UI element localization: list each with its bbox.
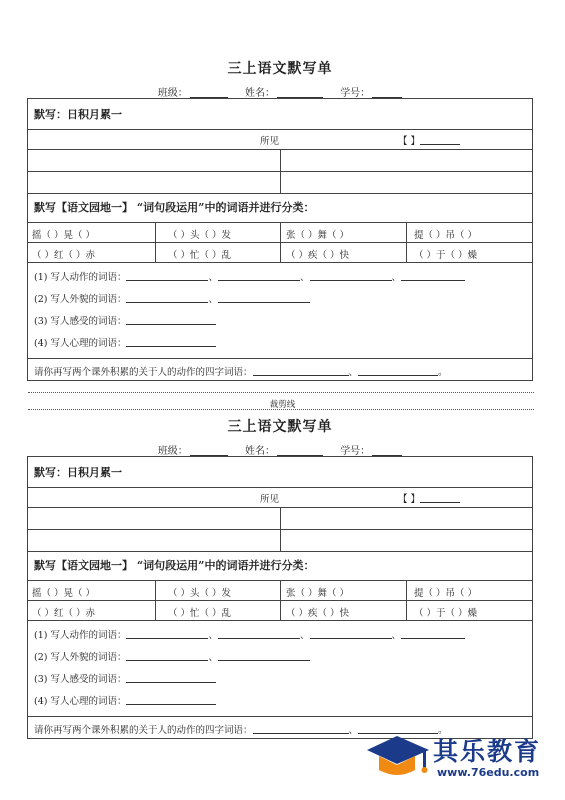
section-word-classification [27,192,533,381]
item-feeling-words: (3) 写人感受的词语： [34,671,216,685]
item-action-words: (1) 写人动作的词语： 、 、 、 [34,627,465,641]
cut-line-label: 裁剪线 [269,400,296,410]
word-cell: 张（ ）舞（ ） [286,230,350,241]
answer-blank[interactable] [126,302,208,303]
answer-blank[interactable] [126,704,216,705]
section-daily-accumulation [27,456,533,552]
cell-divider [406,601,407,621]
word-cell: （ ）于（ ）燥 [414,608,478,619]
cell-divider [406,223,407,243]
poem-title: 所见 [260,494,280,505]
author-blank[interactable] [420,502,460,503]
poem-line-row [28,171,532,194]
cell-divider [280,243,281,263]
section-header: 默写【语文园地一】 “词句段运用”中的词语并进行分类： [34,559,315,572]
name-label: 姓名： [245,88,275,99]
answer-blank[interactable] [126,346,216,347]
answer-blank[interactable] [218,302,310,303]
answer-blank[interactable] [401,280,465,281]
word-row [28,242,532,263]
word-cell: 张（ ）舞（ ） [286,588,350,599]
word-cell: （ ）忙（ ）乱 [168,250,232,261]
author-bracket: 【 】 [398,491,460,505]
poem-line-row [28,149,532,172]
word-cell: （ ）头（ ）发 [168,588,232,599]
watermark-brand: 其乐教育 [433,737,542,766]
item-action-words: (1) 写人动作的词语： 、 、 、 [34,269,465,283]
cell-divider [406,581,407,601]
poem-divider [280,530,281,552]
worksheet-title: 三上语文默写单 [227,419,333,435]
word-cell: （ ）头（ ）发 [168,230,232,241]
answer-blank[interactable] [253,375,349,376]
answer-blank[interactable] [218,280,300,281]
word-cell: （ ）红（ ）赤 [32,608,96,619]
answer-blank[interactable] [126,280,208,281]
cell-divider [155,243,156,263]
cell-divider [280,581,281,601]
classification-area [28,262,532,359]
graduation-cap-icon [363,728,435,786]
poem-title: 所见 [260,136,280,147]
author-blank[interactable] [420,144,460,145]
word-cell: （ ）疾（ ）快 [286,608,350,619]
author-bracket: 【 】 [398,133,460,147]
class-label: 班级： [157,88,188,99]
student-info-line [27,84,533,99]
answer-blank[interactable] [401,638,465,639]
section-word-classification [27,550,533,739]
worksheet-title: 三上语文默写单 [227,61,333,77]
watermark-url: www.76edu.com [437,766,540,779]
name-label: 姓名： [245,446,275,457]
item-appearance-words: (2) 写人外貌的词语： 、 [34,291,310,305]
answer-blank[interactable] [310,280,392,281]
word-cell: （ ）忙（ ）乱 [168,608,232,619]
answer-blank[interactable] [358,375,438,376]
word-row [28,222,532,243]
cell-divider [406,243,407,263]
answer-blank[interactable] [126,660,208,661]
poem-line-row [28,507,532,530]
extra-words-row [28,358,532,381]
cell-divider [155,601,156,621]
poem-divider [280,508,281,530]
student-id-label: 学号： [340,88,371,99]
cell-divider [280,601,281,621]
answer-blank[interactable] [253,733,349,734]
poem-divider [280,150,281,172]
section-header: 默写【语文园地一】 “词句段运用”中的词语并进行分类： [34,201,315,214]
section-header: 默写：日积月累一 [34,108,122,121]
extra-words-prompt: 请你再写两个课外积累的关于人的动作的四字词语： 、 。 [34,367,448,378]
poem-title-row [28,129,532,150]
section-header: 默写：日积月累一 [34,466,122,479]
word-cell: 提（ ）吊（ ） [414,588,478,599]
extra-words-prompt: 请你再写两个课外积累的关于人的动作的四字词语： 、 。 [34,725,448,736]
answer-blank[interactable] [126,682,216,683]
student-info-line [27,442,533,457]
cut-line-top [28,392,534,393]
answer-blank[interactable] [310,638,392,639]
section-daily-accumulation [27,98,533,194]
word-cell: 提（ ）吊（ ） [414,230,478,241]
word-cell: （ ）于（ ）燥 [414,250,478,261]
poem-divider [280,172,281,194]
item-mind-words: (4) 写人心理的词语： [34,693,216,707]
word-cell: 摇（ ）晃（ ） [32,230,96,241]
watermark-logo [363,728,553,786]
cell-divider [155,581,156,601]
poem-line-row [28,529,532,552]
word-row [28,580,532,601]
item-mind-words: (4) 写人心理的词语： [34,335,216,349]
cell-divider [155,223,156,243]
student-id-label: 学号： [340,446,371,457]
answer-blank[interactable] [218,638,300,639]
answer-blank[interactable] [218,660,310,661]
classification-area [28,620,532,717]
cut-line-bottom [28,409,534,410]
word-cell: 摇（ ）晃（ ） [32,588,96,599]
item-appearance-words: (2) 写人外貌的词语： 、 [34,649,310,663]
class-label: 班级： [157,446,188,457]
word-cell: （ ）疾（ ）快 [286,250,350,261]
cell-divider [280,223,281,243]
item-feeling-words: (3) 写人感受的词语： [34,313,216,327]
answer-blank[interactable] [126,324,216,325]
word-cell: （ ）红（ ）赤 [32,250,96,261]
answer-blank[interactable] [126,638,208,639]
poem-title-row [28,487,532,508]
word-row [28,600,532,621]
